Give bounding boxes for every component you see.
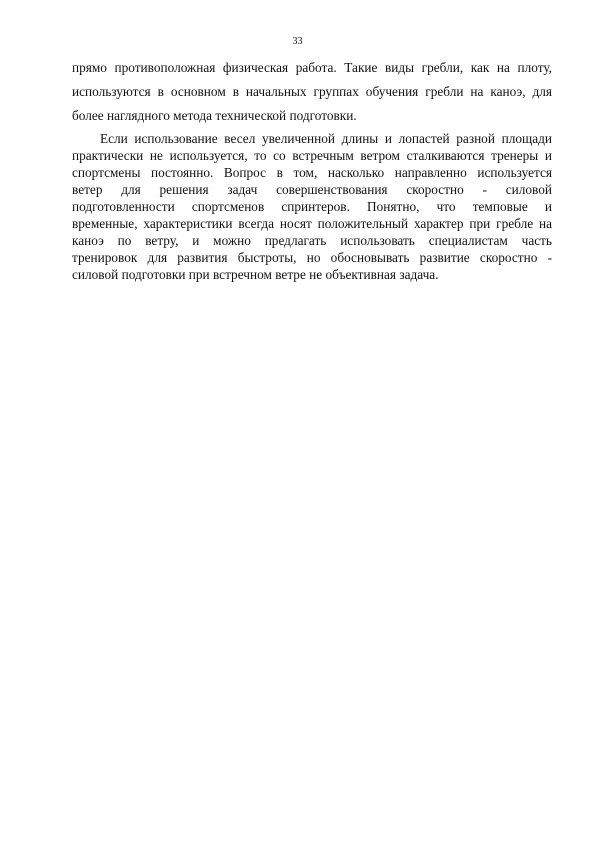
paragraph [72,131,552,283]
text-line: практически не используется, то со встречным ветром сталкиваются тренеры и [72,148,552,163]
text-line: более наглядного метода технической подготовки. [72,108,357,123]
text-line: тренировок для развития быстроты, но обосновывать развитие скоростно - [72,250,552,265]
text-line: временные, характеристики всегда носят положительный характер при гребле на [72,216,552,231]
text-line: Если использование весел увеличенной длины и лопастей разной площади [100,131,552,146]
text-line: силовой подготовки при встречном ветре не объективная задача. [72,267,439,282]
document-body [72,60,552,284]
page-number: 33 [292,36,303,47]
text-line: прямо противоположная физическая работа. Такие виды гребли, как на плоту, [72,60,552,75]
text-line: ветер для решения задач совершенствования скоростно - силовой [72,182,552,197]
text-line: подготовленности спортсменов спринтеров. Понятно, что темповые и [72,199,552,214]
text-line: используются в основном в начальных группах обучения гребли на каноэ, для [72,84,552,99]
text-line: каноэ по ветру, и можно предлагать использовать специалистам часть [72,233,552,248]
paragraph-continuation [72,60,552,124]
text-line: спортсмены постоянно. Вопрос в том, насколько направленно используется [72,165,552,180]
